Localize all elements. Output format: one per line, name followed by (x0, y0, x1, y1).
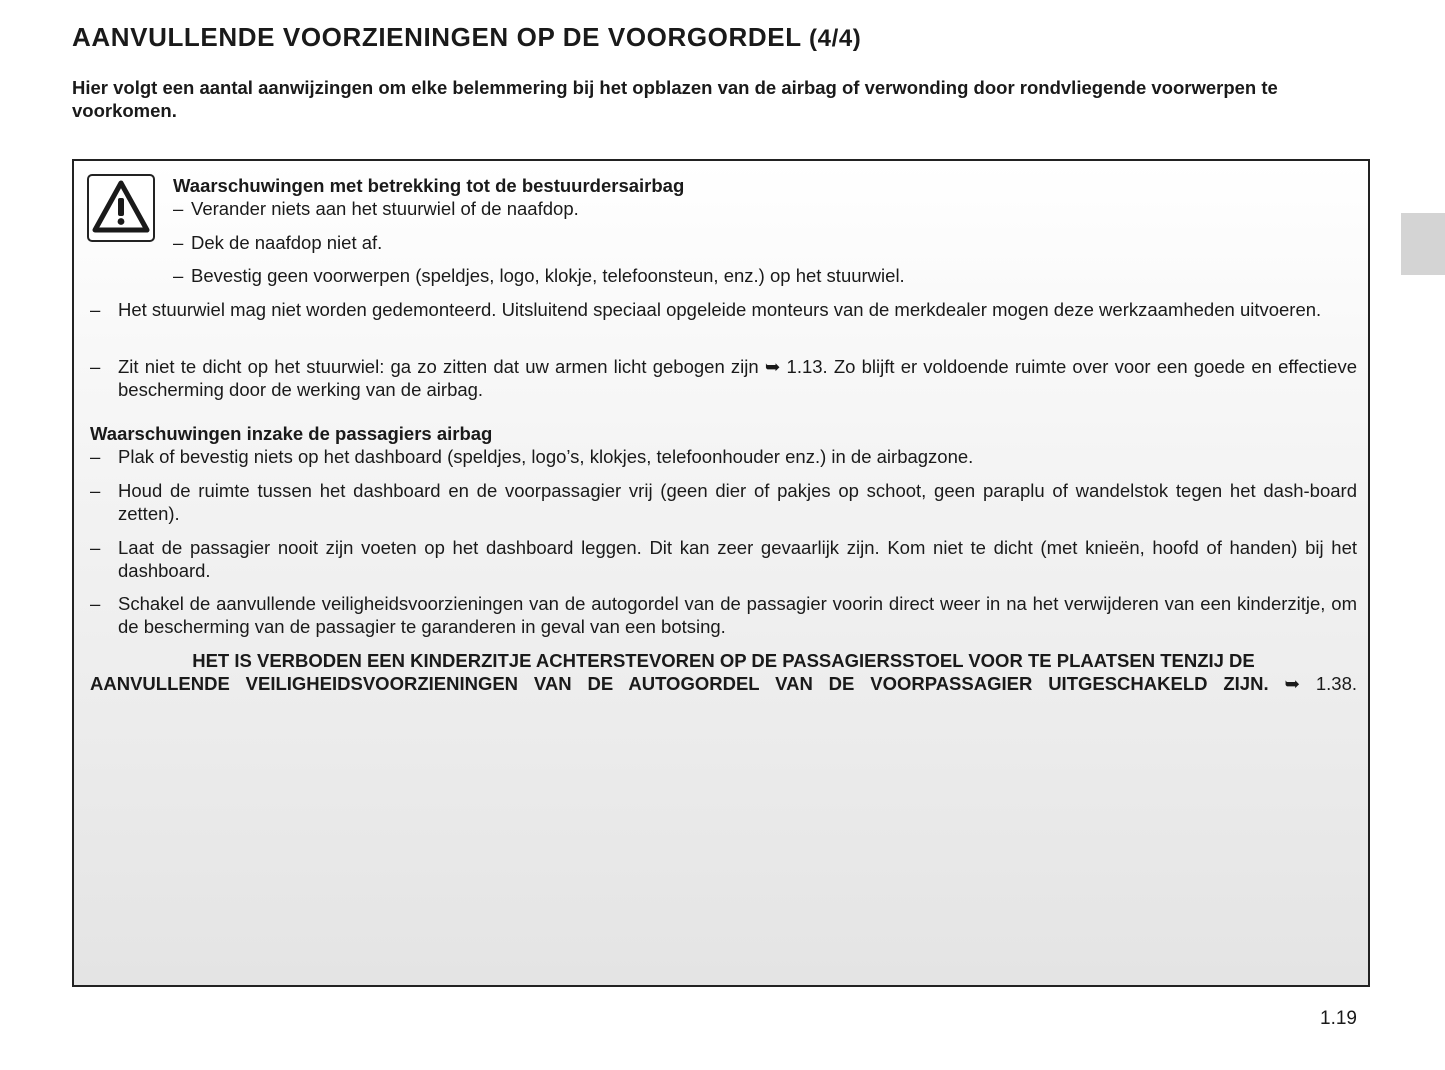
list-item (90, 479, 1357, 525)
list-item-text: Verander niets aan het stuurwiel of de naafdop. (191, 198, 579, 219)
list-item (90, 536, 1357, 582)
list-item (90, 445, 1357, 468)
child-seat-notice (90, 649, 1357, 695)
list-item (173, 197, 1353, 220)
list-item-text: Zit niet te dicht op het stuurwiel: ga zo zitten dat uw armen licht gebogen zijn (118, 356, 759, 377)
list-item-text: Zo blijft er voldoende ruimte over voor een goede en effectieve bescherming door de werking van de airbag. (118, 356, 1357, 400)
page-title-suffix: (4/4) (809, 25, 862, 52)
intro-paragraph: Hier volgt een aantal aanwijzingen om elke belemmering bij het opblazen van de airbag of verwonding door rondvliegende voorwerpen te voorkomen. (72, 77, 1278, 121)
list-item (90, 592, 1357, 638)
list-item-text: Plak of bevestig niets op het dashboard (speldjes, logo’s, klokjes, telefoonhouder enz.) in de airbagzone. (118, 446, 974, 467)
list-item (173, 264, 1353, 287)
section-tab-marker (1401, 213, 1445, 275)
dash: – (90, 593, 101, 614)
page-reference: ➥ 1.13. (764, 356, 828, 377)
notice-line-2 (90, 672, 1357, 695)
dash: – (173, 232, 184, 253)
page-number: 1.19 (1320, 1008, 1357, 1029)
dash: – (173, 265, 184, 286)
passenger-airbag-heading: Waarschuwingen inzake de passagiers airbag (90, 423, 493, 444)
driver-airbag-heading: Waarschuwingen met betrekking tot de bestuurdersairbag (173, 175, 685, 196)
dash: – (90, 356, 101, 377)
dash: – (90, 299, 101, 320)
list-item-text: Dek de naafdop niet af. (191, 232, 383, 253)
list-item-text: Het stuurwiel mag niet worden gedemonteerd. Uitsluitend speciaal opgeleide monteurs van de merkdealer mogen deze werkzaamheden uitvoeren. (118, 299, 1322, 320)
list-item-text: Laat de passagier nooit zijn voeten op het dashboard leggen. Dit kan zeer gevaarlijk zijn. Kom niet te dicht (met knieën, hoofd of handen) bij het dashboard. (118, 537, 1357, 581)
list-item (90, 298, 1357, 321)
notice-line-2-text: AANVULLENDE VEILIGHEIDSVOORZIENINGEN VAN DE AUTOGORDEL VAN DE VOORPASSAGIER UITGESCHAKELD ZIJN. (90, 673, 1269, 694)
warning-triangle-icon (87, 174, 155, 242)
dash: – (90, 480, 101, 501)
dash: – (173, 198, 184, 219)
dash: – (90, 537, 101, 558)
notice-line-1: HET IS VERBODEN EEN KINDERZITJE ACHTERSTEVOREN OP DE PASSAGIERSSTOEL VOOR TE PLAATSEN TENZIJ DE (192, 650, 1255, 671)
list-item-text: Houd de ruimte tussen het dashboard en de voorpassagier vrij (geen dier of pakjes op schoot, geen paraplu of wandelstok tegen het dash-board zetten). (118, 480, 1357, 524)
page-title-main: AANVULLENDE VOORZIENINGEN OP DE VOORGORDEL (72, 22, 802, 52)
list-item-text: Schakel de aanvullende veiligheidsvoorzieningen van de autogordel van de passagier voorin direct weer in na het verwijderen van een kinderzitje, om de bescherming van de passagier te garanderen in geval van een botsing. (118, 593, 1357, 637)
warning-box (72, 159, 1370, 987)
list-item-text: Bevestig geen voorwerpen (speldjes, logo, klokje, telefoonsteun, enz.) op het stuurwiel. (191, 265, 905, 286)
dash: – (90, 446, 101, 467)
page-title (72, 22, 861, 53)
page-reference: ➥ 1.38. (1284, 673, 1358, 694)
list-item (173, 231, 1353, 254)
list-item (90, 355, 1357, 401)
